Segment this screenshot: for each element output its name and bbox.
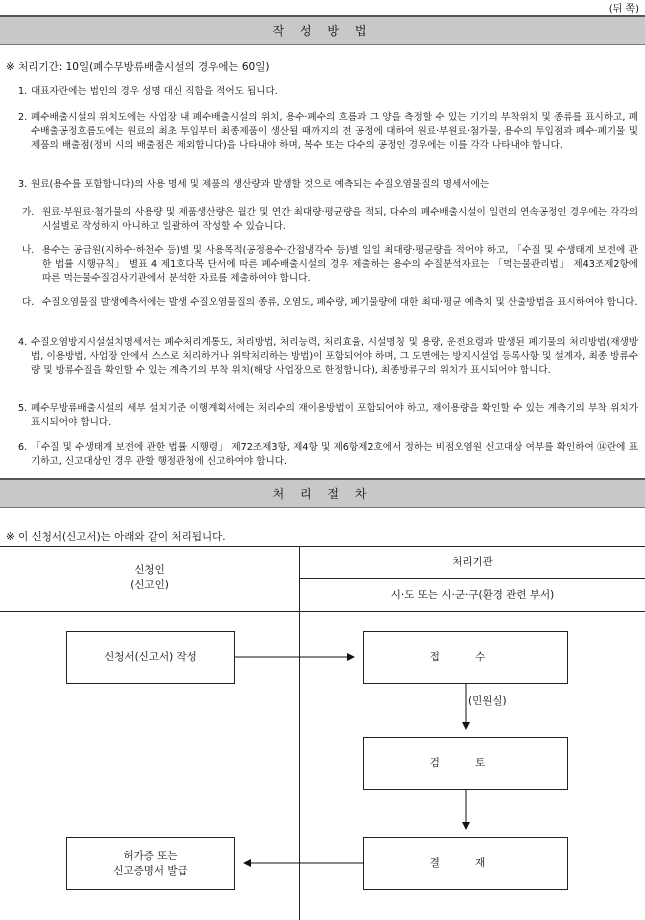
method-item-3-da: [22, 296, 638, 310]
item-text: 원료(용수를 포함합니다)의 사용 명세 및 제품의 생산량과 발생할 것으로 예측되는 수질오염물질의 명세서에는: [31, 179, 490, 190]
step-review-label: 검 토: [429, 757, 502, 769]
back-page-note: (뒤 쪽): [608, 4, 639, 15]
item-number: 3.: [18, 179, 28, 190]
procedure-section-title: 처 리 절 차: [0, 478, 645, 508]
item-number: 2.: [18, 112, 28, 123]
method-item-5: [18, 402, 638, 430]
method-item-4: [18, 336, 638, 379]
method-item-3: [18, 178, 638, 192]
step-issue-label-1: 허가증 또는: [123, 849, 178, 862]
org-department: 시·도 또는 시·군·구(환경 관련 부서): [390, 589, 555, 601]
method-item-6: [18, 441, 638, 469]
step-review: [363, 737, 568, 790]
method-item-3-na: [22, 244, 638, 287]
item-text: 폐수배출시설의 위치도에는 사업장 내 폐수배출시설의 위치, 용수·폐수의 흐름과 그 양을 측정할 수 있는 기기의 부착위치 및 종류를 표시하고, 폐수배출공정흐름도에는 원료의 최초 투입부터 최종제품이 생산될 때까지의 전 공정에 대하여 원료·부원료·첨가물, 용수의 투입점과 폐수·폐기물 및 제품의 배출점(정비 시의 배출점은 제외합니다)을 나타내야 하며, 복수 또는 다수의 공정인 경우에는 이를 각각 나타내야 합니다.: [31, 112, 638, 152]
step-issue-label-2: 신고증명서 발급: [113, 864, 188, 877]
item-number: 6.: [18, 442, 28, 453]
step-write-label: 신청서(신고서) 작성: [104, 651, 197, 663]
method-section-title: 작 성 방 법: [0, 15, 645, 45]
step-issue-certificate: [66, 837, 235, 890]
item-text: 폐수무방류배출시설의 세부 설치기준 이행계획서에는 처리수의 재이용방법이 포함되어야 하고, 재이용량을 확인할 수 있는 계측기의 부착 위치가 표시되어야 합니다.: [31, 403, 638, 429]
applicant-label: 신청인: [134, 564, 165, 576]
step-decide: [363, 837, 568, 890]
org-column-header: 처리기관: [452, 556, 493, 568]
item-number: 5.: [18, 403, 28, 414]
civil-service-office-note: (민원실): [468, 695, 507, 707]
item-number: 가.: [22, 207, 35, 218]
method-item-3-ga: [22, 206, 638, 234]
item-number: 나.: [22, 245, 35, 256]
method-item-1: [18, 85, 638, 99]
item-text: 수질오염물질 발생예측서에는 발생 수질오염물질의 종류, 오염도, 폐수량, 폐기물량에 대한 최대·평균 예측치 및 산출방법을 표시하여야 합니다.: [42, 297, 638, 308]
item-text: 용수는 공급원(지하수·하천수 등)별 및 사용목적(공정용수·간접냉각수 등)별 일일 최대량·평균량을 적어야 하고, 「수질 및 수생태계 보전에 관한 법률 시행규칙」 별표 4 제1호다목 단서에 따른 폐수배출시설의 경우 제출하는 용수의 수질분석자료는 「먹는물관리법」 제43조제2항에 따른 먹는물수질검사기관에서 분석한 자료를 제출하여야 합니다.: [42, 245, 638, 285]
step-decide-label: 결 재: [429, 857, 502, 869]
applicant-sub-label: (신고인): [130, 579, 169, 591]
item-text: 「수질 및 수생태계 보전에 관한 법률 시행령」 제72조제3항, 제4항 및 제6항제2호에서 정하는 비점오염원 신고대상 여부를 확인하여 ⑭란에 표기하고, 신고대상인 경우 관할 행정관청에 신고하여야 합니다.: [31, 442, 638, 468]
item-number: 1.: [18, 86, 28, 97]
item-number: 다.: [22, 297, 35, 308]
processing-period: ※ 처리기간: 10일(폐수무방류배출시설의 경우에는 60일): [6, 61, 270, 73]
step-receive: [363, 631, 568, 684]
item-number: 4.: [18, 337, 28, 348]
item-text: 원료·부원료·첨가물의 사용량 및 제품생산량은 월간 및 연간 최대량·평균량을 적되, 다수의 폐수배출시설이 일련의 연속공정인 경우에는 각각의 시설별로 작성하지 아니하고 일괄하여 작성할 수 있습니다.: [42, 207, 638, 233]
procedure-flowchart: [0, 546, 645, 920]
step-write-application: [66, 631, 235, 684]
procedure-intro: ※ 이 신청서(신고서)는 아래와 같이 처리됩니다.: [6, 531, 226, 543]
item-text: 대표자란에는 법인의 경우 성명 대신 직함을 적어도 됩니다.: [31, 86, 278, 97]
method-item-2: [18, 111, 638, 154]
item-text: 수질오염방지시설설치명세서는 폐수처리계통도, 처리방법, 처리능력, 처리효율, 시설명칭 및 용량, 운전요령과 발생된 폐기물의 처리방법(재생방법, 이용방법, 사업장 안에서 스스로 처리하거나 위탁처리하는 방법)이 포함되어야 하며, 그 도면에는 방지시설업 등록사항 및 설계자, 최종 방류수량 및 방류수질을 확인할 수 있는 계측기의 부착 위치(해당 사업장으로 한정합니다), 최종방류구의 위치가 표시되어야 합니다.: [31, 337, 638, 377]
step-receive-label: 접 수: [429, 651, 502, 663]
